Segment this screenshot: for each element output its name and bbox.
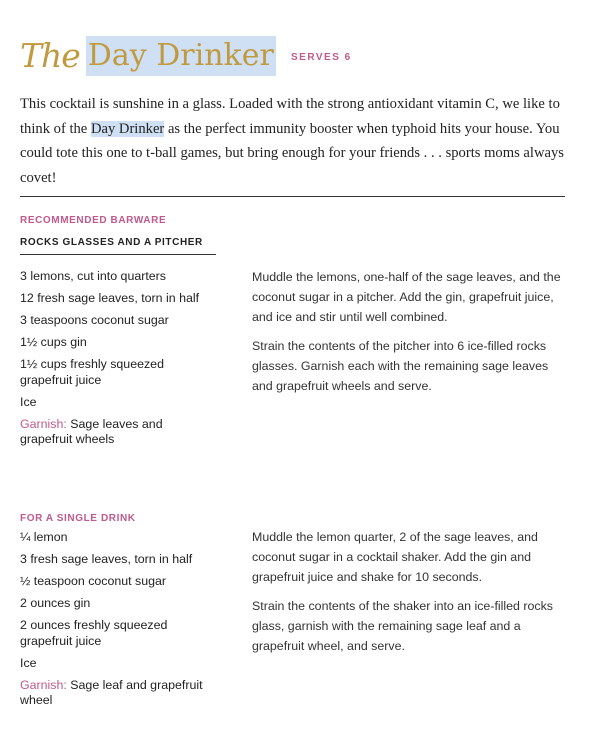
intro-text-2: as the perfect immunity booster when typhoid hits your house. You could tote this one to t-ball games, but bring enough for your friends . . . sports moms always covet! xyxy=(20,120,564,186)
batch-method xyxy=(252,268,572,407)
garnish-item xyxy=(20,678,220,709)
ingredient-item: 12 fresh sage leaves, torn in half xyxy=(20,291,200,305)
ingredient-item: 2 ounces gin xyxy=(20,596,91,610)
barware-value: ROCKS GLASSES AND A PITCHER xyxy=(20,237,216,255)
intro-highlight[interactable]: Day Drinker xyxy=(90,120,165,137)
serves-label: SERVES 6 xyxy=(291,52,352,63)
garnish-text: Sage leaf and grapefruit wheel xyxy=(20,677,203,707)
method-step: Strain the contents of the shaker into an ice-filled rocks glass, garnish with the remaining sage leaf and a grapefruit wheel, and serve. xyxy=(252,599,553,653)
section-divider xyxy=(20,196,565,197)
method-step: Muddle the lemon quarter, 2 of the sage leaves, and coconut sugar in a cocktail shaker. Add the gin and grapefruit juice and shake for 10 seconds. xyxy=(252,530,538,584)
single-ingredient-list xyxy=(20,530,235,715)
ingredient-item: 3 fresh sage leaves, torn in half xyxy=(20,552,193,566)
intro-text-1: This cocktail is sunshine in a glass. Loaded with the strong antioxidant vitamin C, we like to think of the xyxy=(20,96,560,137)
ingredient-item: ½ teaspoon coconut sugar xyxy=(20,574,167,588)
method-step: Strain the contents of the pitcher into 6 ice-filled rocks glasses. Garnish each with the remaining sage leaves and grapefruit wheels and serve. xyxy=(252,339,549,393)
recipe-title xyxy=(20,28,276,76)
single-drink-label: FOR A SINGLE DRINK xyxy=(20,513,136,524)
ingredient-item: ¼ lemon xyxy=(20,530,68,544)
batch-ingredient-list xyxy=(20,269,235,454)
ingredient-item: 1½ cups freshly squeezed grapefruit juice xyxy=(20,357,164,387)
intro-paragraph xyxy=(20,92,575,190)
ingredient-item: Ice xyxy=(20,394,37,409)
ingredient-item: 1½ cups gin xyxy=(20,335,87,349)
ingredient-item: Ice xyxy=(20,655,37,670)
method-step: Muddle the lemons, one-half of the sage leaves, and the coconut sugar in a pitcher. Add the gin, grapefruit juice, and ice and stir until well combined. xyxy=(252,270,561,324)
garnish-text: Sage leaves and grapefruit wheels xyxy=(20,416,163,446)
garnish-item xyxy=(20,417,180,448)
single-method xyxy=(252,528,572,667)
title-prefix: The xyxy=(20,36,80,75)
ingredient-item: 3 teaspoons coconut sugar xyxy=(20,313,169,327)
ingredient-item: 3 lemons, cut into quarters xyxy=(20,269,167,283)
garnish-label: Garnish: xyxy=(20,677,67,692)
title-main[interactable]: Day Drinker xyxy=(86,36,276,76)
ingredient-item: 2 ounces freshly squeezed grapefruit juice xyxy=(20,618,168,648)
garnish-label: Garnish: xyxy=(20,416,67,431)
barware-label: RECOMMENDED BARWARE xyxy=(20,215,167,226)
